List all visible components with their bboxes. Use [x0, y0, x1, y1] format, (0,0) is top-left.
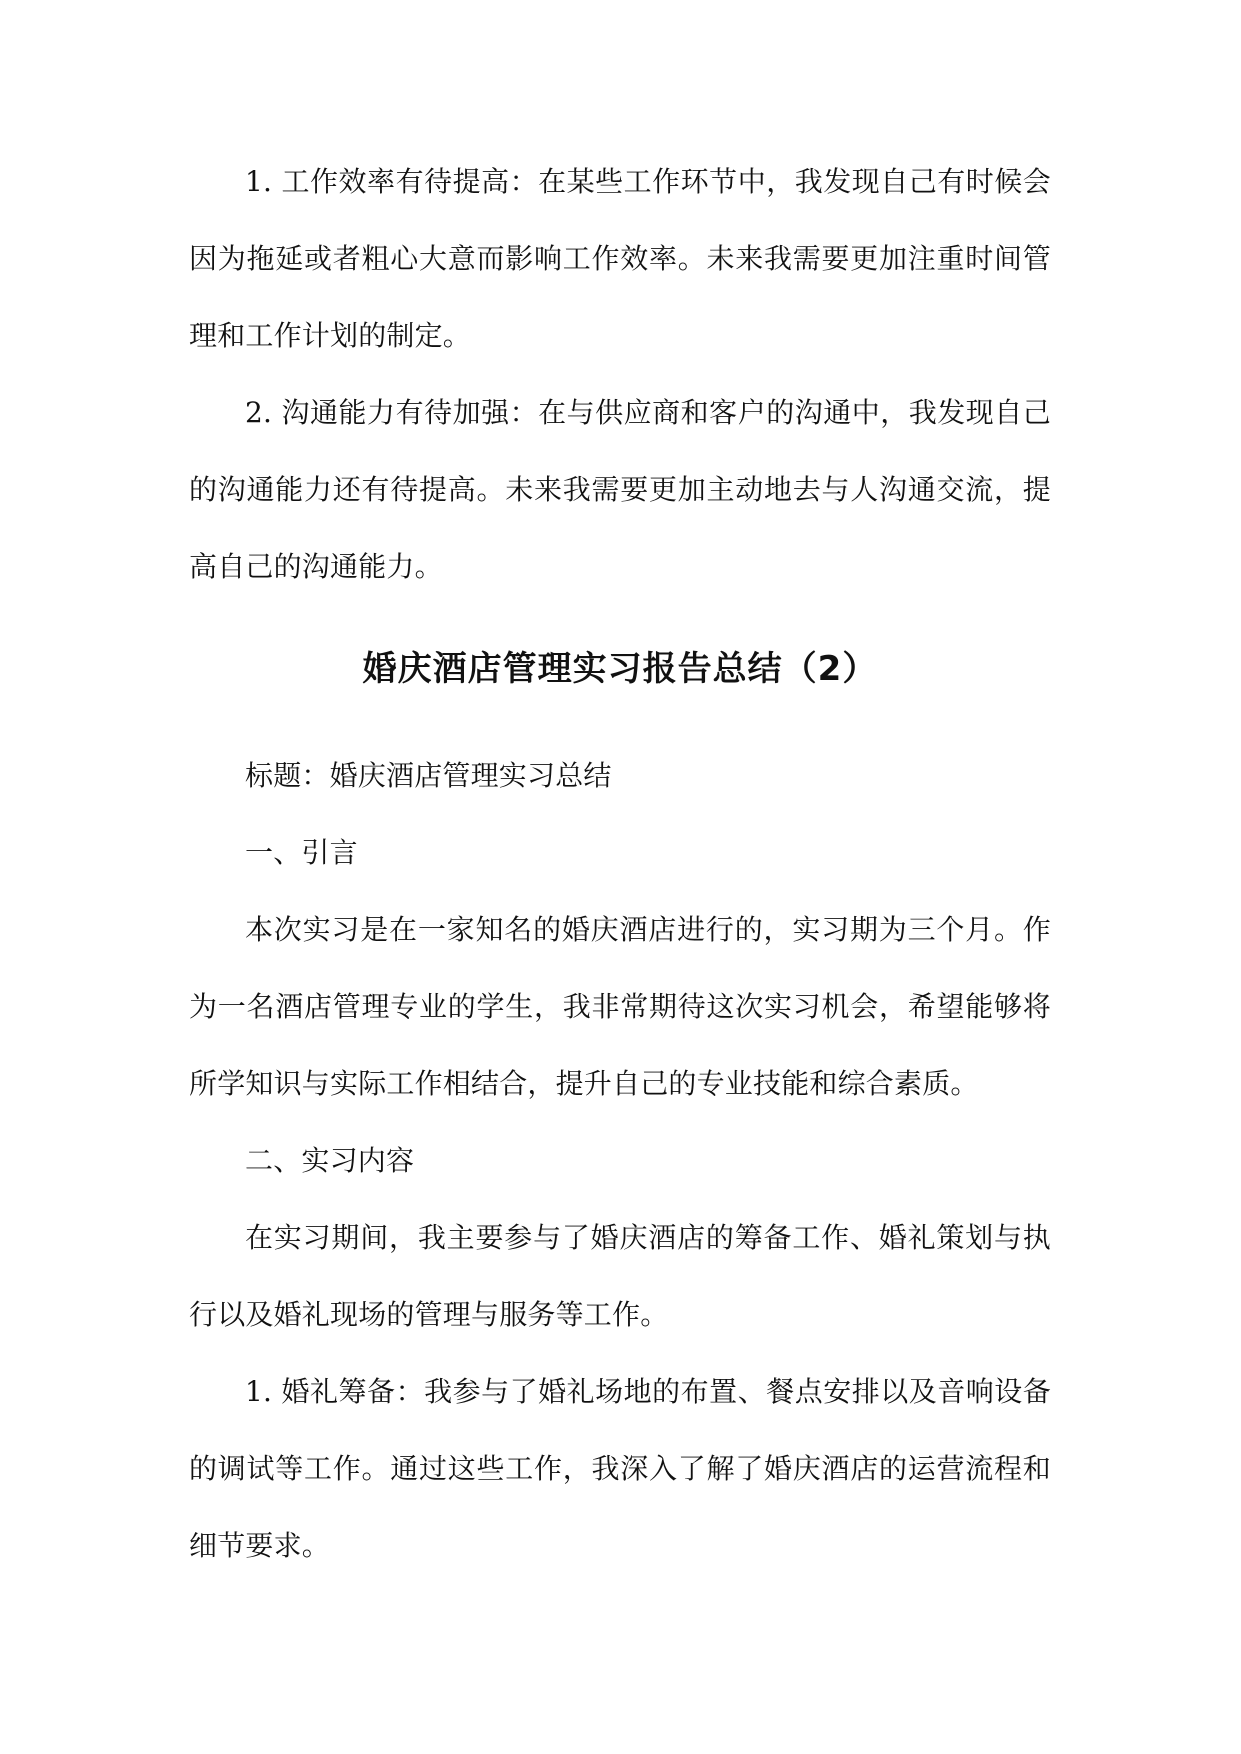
paragraph-communication: 2. 沟通能力有待加强：在与供应商和客户的沟通中，我发现自己的沟通能力还有待提高。未来我需要更加主动地去与人沟通交流，提高自己的沟通能力。 — [189, 396, 1051, 583]
paragraph-work-efficiency: 1. 工作效率有待提高：在某些工作环节中，我发现自己有时候会因为拖延或者粗心大意而影响工作效率。未来我需要更加注重时间管理和工作计划的制定。 — [189, 165, 1051, 352]
paragraph-introduction-heading: 一、引言 — [245, 836, 358, 869]
document-body — [189, 143, 1051, 1584]
section-heading-wrap — [189, 639, 1051, 699]
section-heading: 婚庆酒店管理实习报告总结（2） — [362, 649, 878, 689]
paragraph-introduction: 本次实习是在一家知名的婚庆酒店进行的，实习期为三个月。作为一名酒店管理专业的学生，我非常期待这次实习机会，希望能够将所学知识与实际工作相结合，提升自己的专业技能和综合素质。 — [189, 913, 1051, 1100]
paragraph-title-line: 标题：婚庆酒店管理实习总结 — [245, 759, 612, 792]
paragraph-content-overview: 在实习期间，我主要参与了婚庆酒店的筹备工作、婚礼策划与执行以及婚礼现场的管理与服务等工作。 — [189, 1221, 1051, 1331]
paragraph-wedding-preparation: 1. 婚礼筹备：我参与了婚礼场地的布置、餐点安排以及音响设备的调试等工作。通过这些工作，我深入了解了婚庆酒店的运营流程和细节要求。 — [189, 1375, 1051, 1562]
paragraph-content-heading: 二、实习内容 — [245, 1144, 415, 1177]
